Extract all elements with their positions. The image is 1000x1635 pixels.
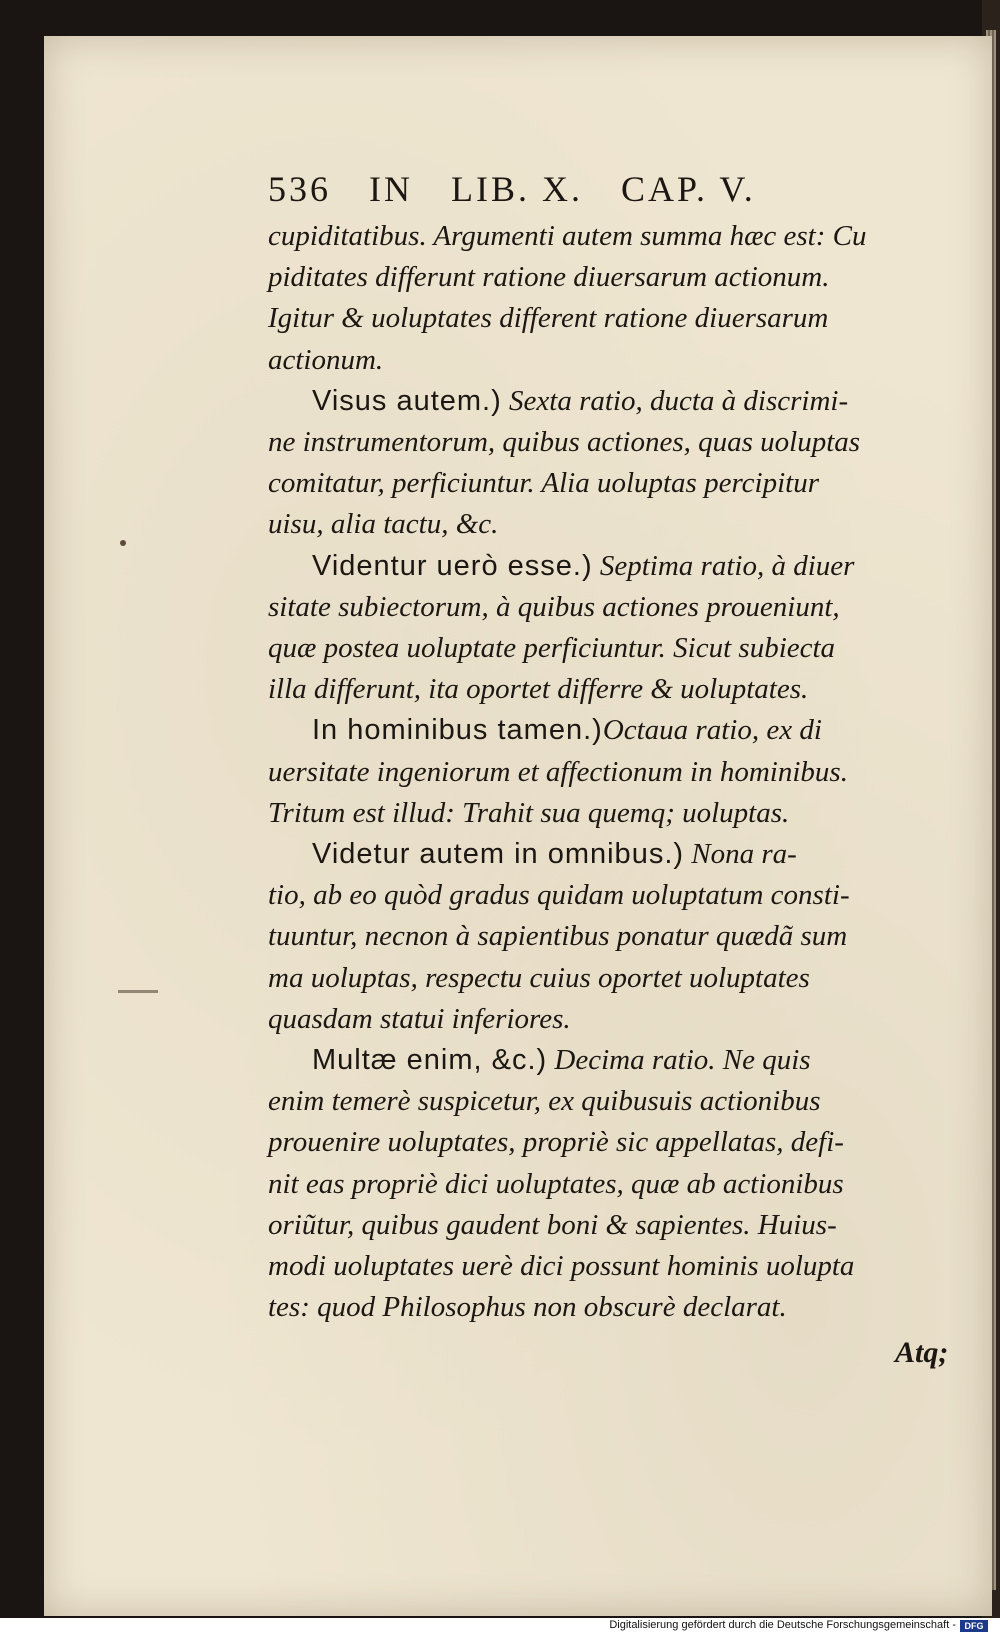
text-line: uersitate ingeniorum et affectionum in hominibus. [268, 755, 848, 788]
text-line: oriũtur, quibus gaudent boni & sapientes. Huius- [268, 1208, 837, 1241]
footer-credit: Digitalisierung gefördert durch die Deutsche Forschungsgemeinschaft - [609, 1619, 956, 1631]
text-line: Multæ enim, &c.) Decima ratio. Ne quis [312, 1044, 811, 1077]
lemma: Videtur autem in omnibus.) [312, 838, 685, 871]
paragraph [268, 381, 948, 546]
paragraph [268, 1040, 948, 1328]
paragraph [268, 710, 948, 834]
ink-mark [120, 540, 126, 546]
text-line: quæ postea uoluptate perficiuntur. Sicut subiecta [268, 632, 836, 665]
text-line: Videtur autem in omnibus.) Nona ra- [312, 838, 797, 871]
text-line: quasdam statui inferiores. [268, 1002, 571, 1035]
header-part: CAP. V. [621, 169, 756, 209]
text-line: actionum. [268, 343, 384, 376]
paragraph [268, 834, 948, 1040]
lemma: Multæ enim, &c.) [312, 1044, 548, 1077]
lemma: Videntur uerò esse.) [312, 549, 593, 582]
lemma: Visus autem.) [312, 384, 502, 417]
catchword: Atq; [895, 1336, 949, 1369]
footer-bar [0, 1618, 1000, 1635]
text-line: Videntur uerò esse.) Septima ratio, à diuer [312, 549, 855, 582]
lemma: In hominibus tamen.) [312, 714, 603, 747]
paragraph [268, 546, 948, 711]
text-line: Tritum est illud: Trahit sua quemq; uoluptas. [268, 796, 790, 829]
text-line: modi uoluptates uerè dici possunt hominis uolupta [268, 1250, 855, 1283]
text-line: Igitur & uoluptates different ratione diuersarum [268, 302, 829, 335]
text-line: tes: quod Philosophus non obscurè declarat. [268, 1291, 787, 1324]
text-line: uisu, alia tactu, &c. [268, 508, 499, 541]
text-line: piditates differunt ratione diuersarum actionum. [268, 261, 830, 294]
text-block [268, 168, 948, 1328]
text-line: Visus autem.) Sexta ratio, ducta à discrimi- [312, 384, 849, 417]
text-line: ma uoluptas, respectu cuius oportet uoluptates [268, 961, 810, 994]
running-header [268, 168, 948, 210]
text-line: ne instrumentorum, quibus actiones, quas uoluptas [268, 426, 861, 459]
page-number: 536 [268, 169, 331, 209]
text-line: comitatur, perficiuntur. Alia uoluptas percipitur [268, 467, 819, 500]
text-line: enim temerè suspicetur, ex quibusuis actionibus [268, 1085, 821, 1118]
text-line: cupiditatibus. Argumenti autem summa hæc est: Cu [268, 220, 867, 252]
text-line: sitate subiectorum, à quibus actiones proueniunt, [268, 590, 840, 623]
header-part: LIB. X. [451, 169, 583, 209]
paragraph [268, 216, 948, 381]
margin-stroke [118, 990, 158, 993]
text-line: tio, ab eo quòd gradus quidam uoluptatum consti- [268, 879, 850, 912]
text-line: tuuntur, necnon à sapientibus ponatur quædã sum [268, 920, 848, 953]
text-line: nit eas propriè dici uoluptates, quæ ab actionibus [268, 1167, 844, 1200]
text-line: illa differunt, ita oportet differre & uoluptates. [268, 673, 809, 706]
header-part: IN [369, 169, 413, 209]
dfg-logo: DFG [960, 1620, 988, 1632]
text-line: In hominibus tamen.)Octaua ratio, ex di [312, 714, 822, 747]
text-line: prouenire uoluptates, propriè sic appellatas, defi- [268, 1126, 844, 1159]
